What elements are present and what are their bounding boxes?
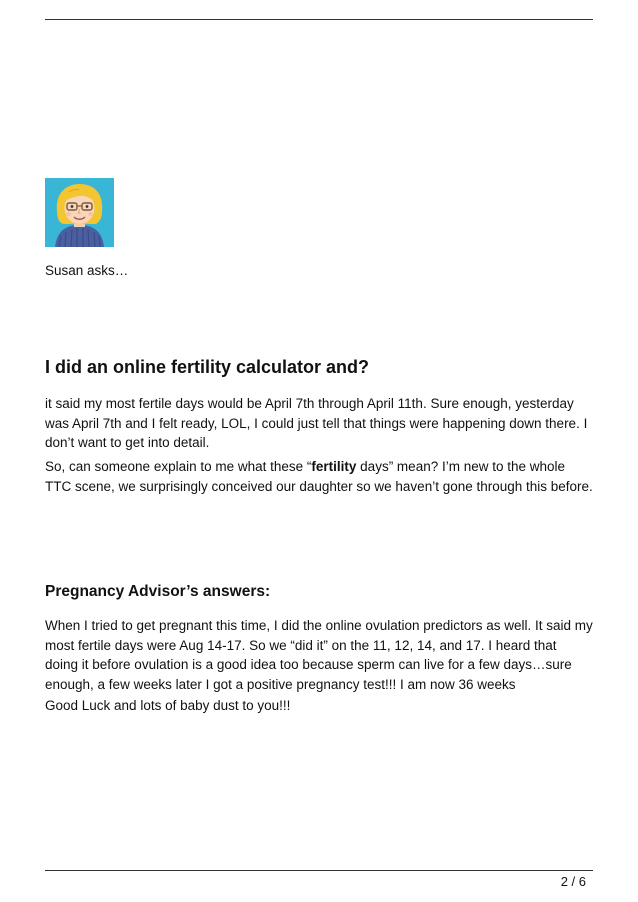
asker-name: Susan asks… [45,263,129,278]
question-text-after: days” mean? I’m new to the whole TTC scene, we surprisingly conceived our daughter so we haven’t gone through this before. [45,459,593,494]
page-number: 2 / 6 [560,874,586,889]
question-title: I did an online fertility calculator and? [45,357,370,377]
answer-closing: Good Luck and lots of baby dust to you!!! [45,698,291,713]
keyword-fertility: fertility [311,459,357,474]
question-paragraph: it said my most fertile days would be April 7th through April 11th. Sure enough, yesterday was April 7th and I felt ready, LOL, I could just tell that things were happening down there. I don’t want to get into detail. [45,396,588,451]
answer-paragraph: When I tried to get pregnant this time, I did the online ovulation predictors as well. It said my most fertile days were Aug 14-17. So we “did it” on the 11, 12, 14, and 17. I heard that doing it before ovulation is a good idea too because sperm can live for a few days…sure enough, a few weeks later I got a positive pregnancy test!!! I am now 36 weeks [45,618,593,692]
avatar [45,178,114,247]
footer-rule [45,870,593,871]
question-text-before: So, can someone explain to me what these “ [45,459,312,474]
answers-title: Pregnancy Advisor’s answers: [45,583,271,600]
question-paragraph-2 [45,457,593,496]
header-rule [45,19,593,20]
woman-avatar-icon [45,178,114,247]
